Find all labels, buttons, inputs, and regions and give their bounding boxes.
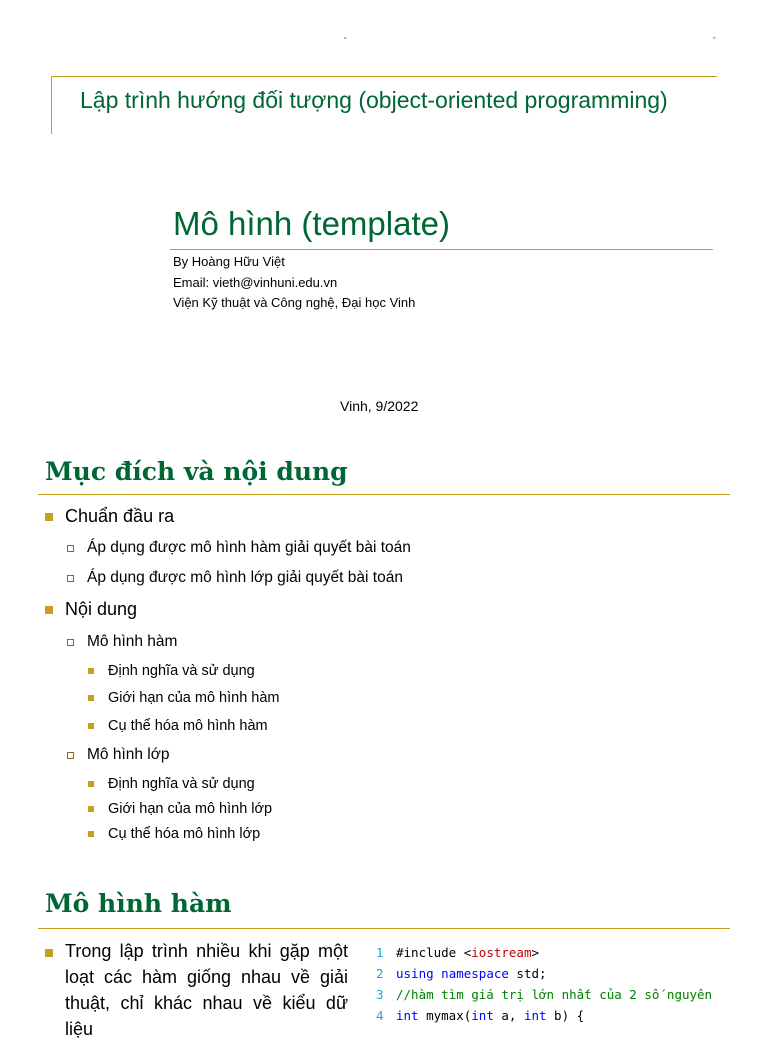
- square-bullet-icon: [45, 949, 53, 957]
- square-bullet-icon: [45, 606, 53, 614]
- list-item: [67, 569, 403, 587]
- section-title-objectives: Mục đích và nội dung: [45, 457, 348, 486]
- close-quote-mark: ”: [713, 36, 716, 45]
- section-rule: [38, 494, 730, 495]
- hollow-square-bullet-icon: [67, 545, 74, 552]
- code-line: 2 using namespace std;: [376, 966, 547, 981]
- bullet-label: Nội dung: [65, 599, 138, 619]
- code-line: 1 #include <iostream>: [376, 945, 540, 960]
- bullet-content: [45, 599, 137, 620]
- bullet-label: Chuẩn đầu ra: [65, 506, 175, 526]
- paragraph-text: Trong lập trình nhiều khi gặp một loạt các hàm giống nhau về giải thuật, chỉ khác nhau về kiểu dữ liệu: [65, 941, 348, 1039]
- list-item: [88, 690, 280, 706]
- square-bullet-icon: [88, 806, 94, 812]
- email-line: Email: vieth@vinhuni.edu.vn: [173, 275, 338, 290]
- section-title-function-template: Mô hình hàm: [45, 889, 232, 918]
- list-item-text: Định nghĩa và sử dụng: [108, 663, 255, 679]
- course-title: Lập trình hướng đối tượng (object-oriented programming): [80, 87, 668, 113]
- list-item: [88, 663, 255, 679]
- list-item-text: Định nghĩa và sử dụng: [108, 776, 255, 792]
- square-bullet-icon: [88, 723, 94, 729]
- header-rule: [51, 76, 717, 77]
- square-bullet-icon: [88, 668, 94, 674]
- list-item: [67, 746, 170, 764]
- code-line: 4 int mymax(int a, int b) {: [376, 1008, 585, 1023]
- bullet-outcomes: [45, 506, 174, 527]
- hollow-square-bullet-icon: [67, 639, 74, 646]
- title-rule: [170, 249, 713, 250]
- hollow-square-bullet-icon: [67, 575, 74, 582]
- list-item: [88, 776, 255, 792]
- hollow-square-bullet-icon: [67, 752, 74, 759]
- section-rule: [38, 928, 730, 929]
- list-item: [88, 718, 268, 734]
- list-item-text: Giới hạn của mô hình lớp: [108, 801, 273, 817]
- list-item-text: Áp dụng được mô hình hàm giải quyết bài toán: [87, 539, 411, 556]
- author-line: By Hoàng Hữu Việt: [173, 254, 285, 269]
- list-item: [67, 539, 411, 557]
- bullet-paragraph: [45, 938, 350, 1042]
- code-block: [376, 942, 712, 1026]
- lecture-date: Vinh, 9/2022: [340, 398, 419, 414]
- header-left-rule: [51, 76, 52, 134]
- square-bullet-icon: [45, 513, 53, 521]
- list-item-text: Cụ thể hóa mô hình lớp: [108, 826, 261, 842]
- institute-line: Viện Kỹ thuật và Công nghệ, Đại học Vinh: [173, 295, 416, 310]
- list-item-text: Giới hạn của mô hình hàm: [108, 690, 280, 706]
- list-item: [67, 633, 177, 651]
- list-item-text: Cụ thể hóa mô hình hàm: [108, 718, 268, 734]
- list-item: [88, 826, 260, 842]
- code-line: 3 //hàm tìm giá trị lớn nhất của 2 số nguyên: [376, 987, 713, 1002]
- lecture-title: Mô hình (template): [173, 205, 450, 242]
- list-item-text: Mô hình lớp: [87, 746, 170, 763]
- list-item: [88, 801, 272, 817]
- list-item-text: Mô hình hàm: [87, 633, 178, 650]
- open-quote-mark: “: [344, 36, 347, 45]
- square-bullet-icon: [88, 695, 94, 701]
- square-bullet-icon: [88, 781, 94, 787]
- list-item-text: Áp dụng được mô hình lớp giải quyết bài toán: [87, 569, 403, 586]
- square-bullet-icon: [88, 831, 94, 837]
